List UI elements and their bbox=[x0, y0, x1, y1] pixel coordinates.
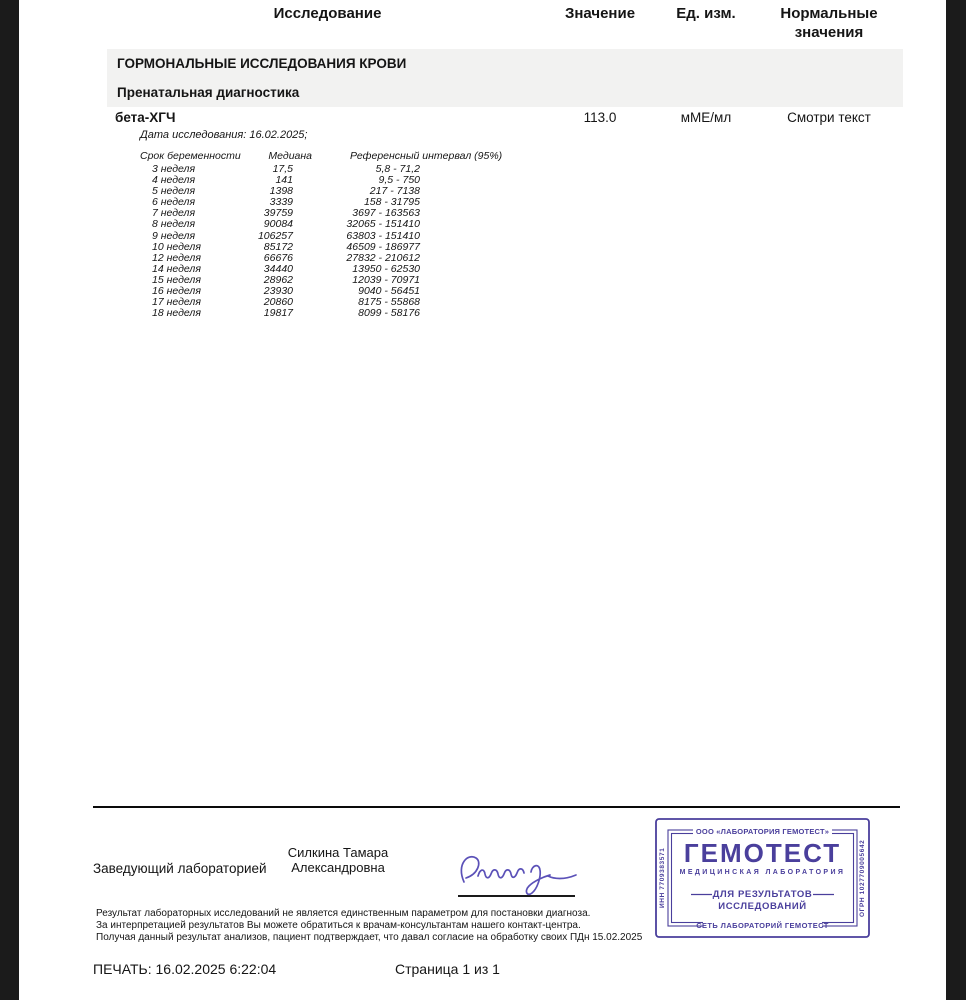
table-row bbox=[140, 219, 440, 230]
test-normal: Смотри текст bbox=[787, 110, 871, 125]
table-cell: 34440 bbox=[263, 262, 293, 275]
stamp-ogrn: ОГРН 1027709005642 bbox=[859, 839, 866, 917]
column-header-normal: Нормальные значения bbox=[780, 5, 878, 41]
table-cell: 23930 bbox=[263, 285, 293, 298]
table-cell: 39759 bbox=[263, 207, 293, 220]
stamp-purpose-1: ДЛЯ РЕЗУЛЬТАТОВ bbox=[712, 889, 813, 900]
table-cell: 9040 - 56451 bbox=[358, 285, 420, 298]
viewer-frame-right bbox=[946, 0, 966, 1000]
table-cell: 8175 - 55868 bbox=[358, 296, 420, 309]
ref-col-interval: Референсный интервал (95%) bbox=[350, 150, 503, 162]
table-cell: 10 неделя bbox=[152, 240, 201, 253]
table-cell: 15 неделя bbox=[152, 273, 201, 286]
table-cell: 3339 bbox=[269, 196, 293, 209]
reference-table-header bbox=[140, 150, 503, 163]
stamp-company: ООО «ЛАБОРАТОРИЯ ГЕМОТЕСТ» bbox=[695, 827, 830, 836]
section-band bbox=[107, 49, 903, 107]
section-title-subgroup: Пренатальная диагностика bbox=[117, 85, 300, 100]
table-cell: 14 неделя bbox=[152, 262, 201, 275]
table-cell: 90084 bbox=[263, 218, 293, 231]
test-unit: мМЕ/мл bbox=[680, 110, 732, 125]
stamp bbox=[655, 818, 870, 938]
stamp-frame-icon bbox=[655, 818, 870, 938]
disclaimer bbox=[96, 908, 642, 944]
table-cell: 9 неделя bbox=[152, 229, 196, 242]
table-cell: 17 неделя bbox=[152, 296, 201, 309]
stamp-inn: ИНН 7709383571 bbox=[659, 847, 666, 909]
table-cell: 63803 - 151410 bbox=[346, 229, 420, 242]
lab-head-label: Заведующий лабораторией bbox=[93, 861, 267, 876]
column-header-test: Исследование bbox=[273, 5, 382, 22]
table-cell: 7 неделя bbox=[152, 207, 196, 220]
stamp-purpose-2: ИССЛЕДОВАНИЙ bbox=[718, 901, 807, 912]
table-cell: 27832 - 210612 bbox=[346, 251, 420, 264]
table-cell: 18 неделя bbox=[152, 307, 201, 320]
table-cell: 16 неделя bbox=[152, 285, 201, 298]
disclaimer-line: Получая данный результат анализов, пациент подтверждает, что давал согласие на обработку своих ПДн 15.02.2025 bbox=[96, 932, 643, 943]
reference-table-rows bbox=[140, 164, 440, 319]
table-cell: 141 bbox=[275, 174, 293, 187]
reference-table bbox=[140, 150, 503, 320]
stamp-network: СЕТЬ ЛАБОРАТОРИЙ ГЕМОТЕСТ bbox=[696, 921, 829, 930]
table-cell: 8 неделя bbox=[152, 218, 196, 231]
table-cell: 12039 - 70971 bbox=[352, 273, 420, 286]
page-number: Страница 1 из 1 bbox=[395, 961, 500, 977]
table-cell: 19817 bbox=[263, 307, 293, 320]
table-row bbox=[140, 231, 440, 242]
table-cell: 3 неделя bbox=[152, 163, 196, 175]
table-cell: 85172 bbox=[263, 240, 293, 253]
table-cell: 5 неделя bbox=[152, 185, 196, 198]
stamp-brand: ГЕМОТЕСТ bbox=[683, 838, 842, 868]
table-cell: 4 неделя bbox=[152, 174, 196, 187]
table-cell: 28962 bbox=[263, 273, 293, 286]
stamp-brand-sub: МЕДИЦИНСКАЯ ЛАБОРАТОРИЯ bbox=[679, 869, 846, 876]
table-cell: 17,5 bbox=[272, 163, 293, 175]
test-name: бета-ХГЧ bbox=[115, 110, 176, 125]
table-cell: 3697 - 163563 bbox=[352, 207, 420, 220]
disclaimer-line: За интерпретацией результатов Вы можете обратиться к врачам-консультантам нашего контакт-центра. bbox=[96, 920, 581, 931]
footer-divider bbox=[93, 806, 900, 808]
table-cell: 20860 bbox=[263, 296, 293, 309]
table-cell: 217 - 7138 bbox=[369, 185, 420, 198]
doctor-name: Силкина Тамара Александровна bbox=[287, 845, 389, 875]
table-row bbox=[140, 308, 440, 319]
table-cell: 5,8 - 71,2 bbox=[375, 163, 420, 175]
section-title-group: ГОРМОНАЛЬНЫЕ ИССЛЕДОВАНИЯ КРОВИ bbox=[117, 56, 407, 71]
table-cell: 9,5 - 750 bbox=[378, 174, 420, 187]
table-cell: 46509 - 186977 bbox=[346, 240, 420, 253]
viewer-frame-left bbox=[0, 0, 19, 1000]
ref-col-median: Медиана bbox=[268, 150, 312, 162]
ref-col-week: Срок беременности bbox=[140, 150, 241, 162]
table-cell: 66676 bbox=[263, 251, 293, 264]
table-cell: 106257 bbox=[257, 229, 293, 242]
table-cell: 158 - 31795 bbox=[363, 196, 420, 209]
print-timestamp: ПЕЧАТЬ: 16.02.2025 6:22:04 bbox=[93, 961, 277, 977]
table-cell: 6 неделя bbox=[152, 196, 196, 209]
table-cell: 1398 bbox=[269, 185, 293, 198]
table-cell: 8099 - 58176 bbox=[358, 307, 420, 320]
signature-icon bbox=[448, 846, 588, 898]
table-cell: 13950 - 62530 bbox=[352, 262, 420, 275]
table-cell: 12 неделя bbox=[152, 251, 201, 264]
table-cell: 32065 - 151410 bbox=[346, 218, 420, 231]
column-header-unit: Ед. изм. bbox=[676, 5, 736, 22]
disclaimer-line: Результат лабораторных исследований не является единственным параметром для постановки диагноза. bbox=[96, 908, 591, 919]
study-date: Дата исследования: 16.02.2025; bbox=[140, 129, 308, 141]
test-value: 113.0 bbox=[583, 110, 617, 125]
column-header-value: Значение bbox=[564, 5, 636, 22]
